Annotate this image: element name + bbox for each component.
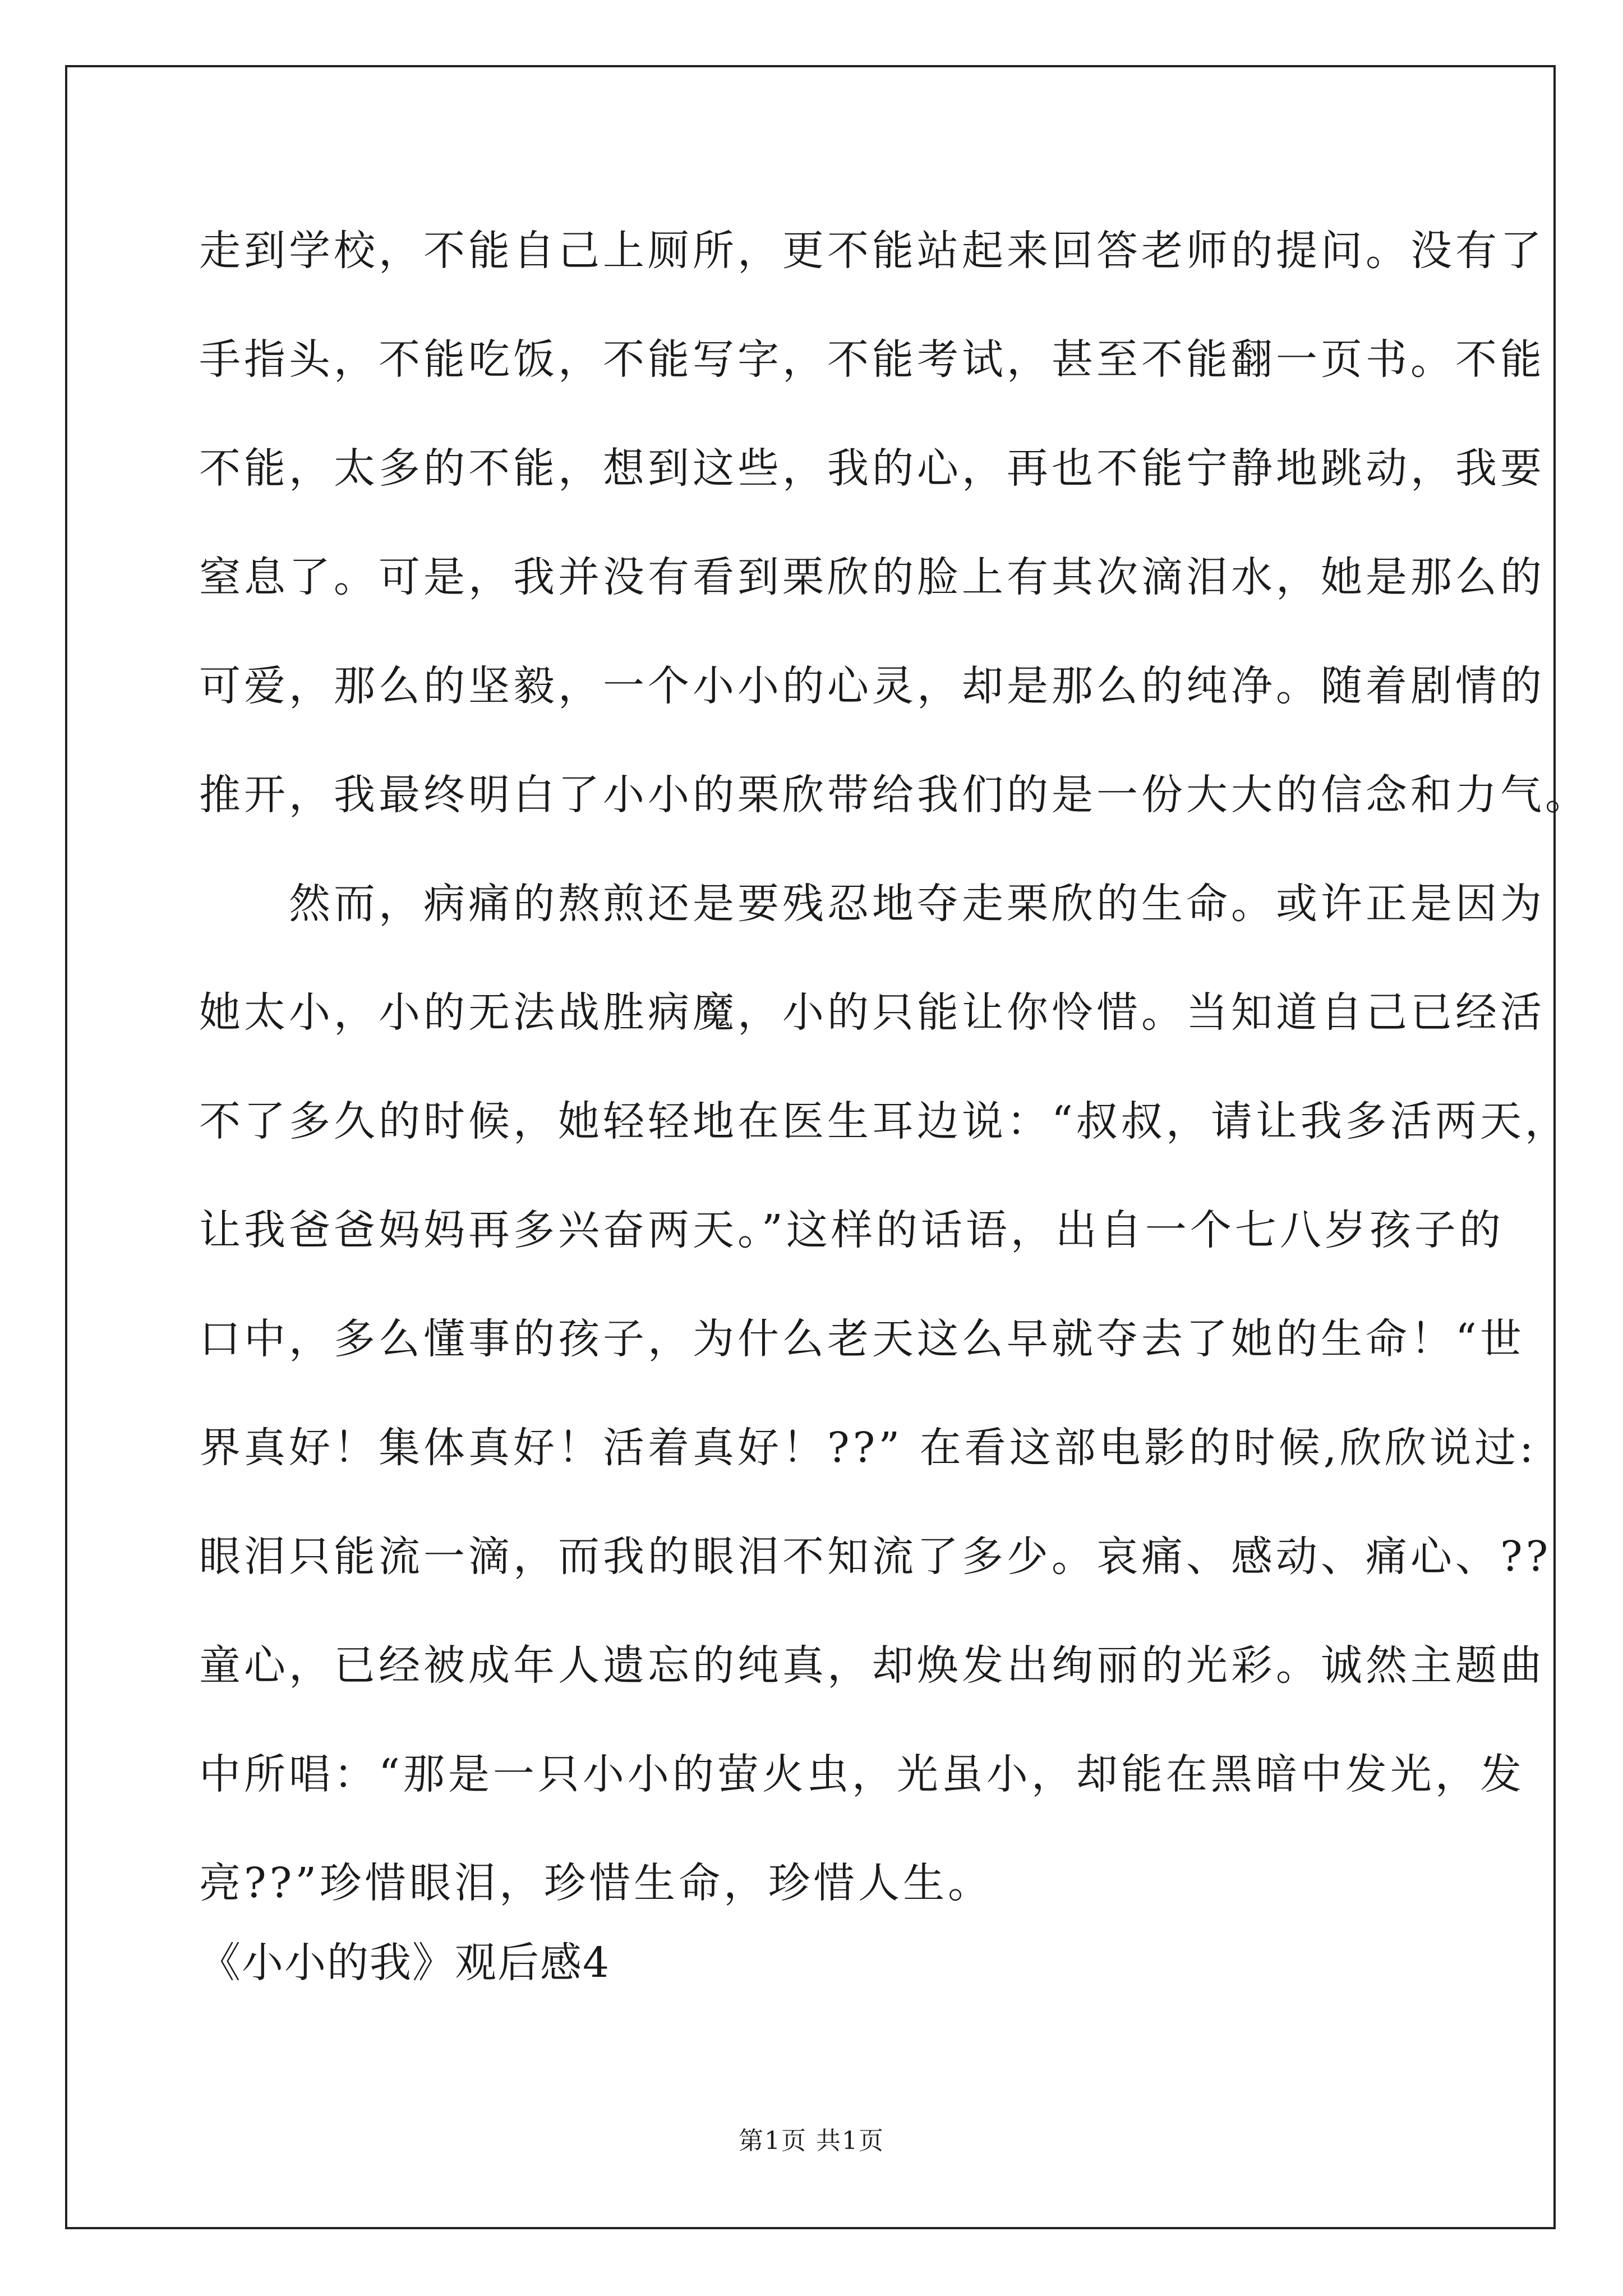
text-line-10: 让我爸爸妈妈再多兴奋两天。”这样的话语，出自一个七八岁孩子的 — [199, 1206, 1504, 1254]
text-line-9: 不了多久的时候，她轻轻地在医生耳边说：“叔叔，请让我多活两天， — [199, 1097, 1570, 1145]
text-line-5: 可爱，那么的坚毅，一个小小的心灵，却是那么的纯净。随着剧情的 — [199, 662, 1545, 710]
text-line-4: 窒息了。可是，我并没有看到栗欣的脸上有其次滴泪水，她是那么的 — [199, 553, 1545, 601]
page-number-footer: 第1页 共1页 — [739, 2127, 884, 2155]
text-line-1: 走到学校，不能自己上厕所，更不能站起来回答老师的提问。没有了 — [199, 227, 1545, 275]
text-line-15: 中所唱：“那是一只小小的萤火虫，光虽小，却能在黑暗中发光，发 — [199, 1750, 1525, 1798]
text-line-7: 然而，病痛的熬煎还是要残忍地夺走栗欣的生命。或许正是因为 — [289, 880, 1545, 928]
document-body — [199, 196, 1590, 1938]
text-line-6: 推开，我最终明白了小小的栗欣带给我们的是一份大大的信念和力气。 — [199, 771, 1590, 819]
text-line-2: 手指头，不能吃饭，不能写字，不能考试，甚至不能翻一页书。不能 — [199, 335, 1545, 384]
text-line-13: 眼泪只能流一滴，而我的眼泪不知流了多少。哀痛、感动、痛心、?? — [199, 1533, 1552, 1581]
text-line-16: 亮??”珍惜眼泪，珍惜生命，珍惜人生。 — [199, 1859, 993, 1907]
text-line-3: 不能，太多的不能，想到这些，我的心，再也不能宁静地跳动，我要 — [199, 444, 1545, 493]
text-line-12: 界真好！集体真好！活着真好！??” 在看这部电影的时候,欣欣说过: — [199, 1424, 1537, 1472]
text-line-14: 童心，已经被成年人遗忘的纯真，却焕发出绚丽的光彩。诚然主题曲 — [199, 1641, 1545, 1690]
text-line-8: 她太小，小的无法战胜病魔，小的只能让你怜惜。当知道自己已经活 — [199, 988, 1545, 1037]
text-line-11: 口中，多么懂事的孩子，为什么老天这么早就夺去了她的生命！“世 — [199, 1315, 1525, 1363]
section-heading: 《小小的我》观后感4 — [199, 1939, 611, 1987]
